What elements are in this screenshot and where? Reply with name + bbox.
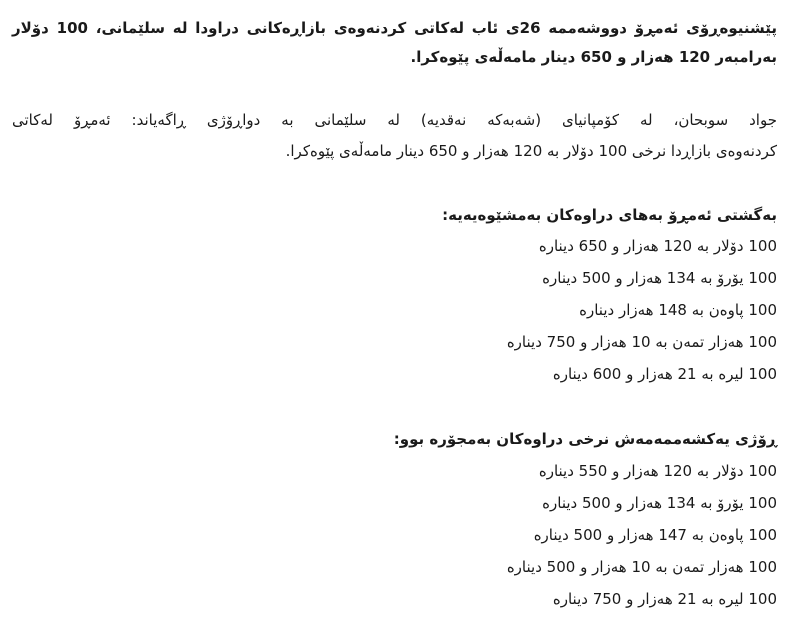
today-rate-item: 100 لیرە بە 21 هەزار و 600 دینارە [552, 365, 777, 383]
yesterday-rate-item: 100 پاوەن بە 147 هەزار و 500 دینارە [533, 526, 777, 544]
quote-paragraph-line-1: جواد سوبحان، لە کۆمپانیای (شەبەکە نەقدیە) لە سلێمانی بە دواڕۆژی ڕاگەیاند: ئەمڕۆ لەکاتی [12, 111, 777, 129]
today-rates-heading: بەگشتی ئەمڕۆ بەهای دراوەکان بەمشێوەیەیە: [442, 206, 777, 224]
today-rate-item: 100 یۆرۆ بە 134 هەزار و 500 دینارە [542, 269, 777, 287]
lead-paragraph-line-1: پێشنیوەڕۆی ئەمڕۆ دووشەممە 26ی ئاب لەکاتی کردنەوەی بازاڕەکانی دراودا لە سلێمانی، 100 دۆلار [12, 19, 777, 37]
yesterday-rate-item: 100 هەزار تمەن بە 10 هەزار و 500 دینارە [506, 558, 777, 576]
yesterday-rate-item: 100 لیرە بە 21 هەزار و 750 دینارە [552, 590, 777, 608]
yesterday-rate-item: 100 دۆلار بە 120 هەزار و 550 دینارە [538, 462, 777, 480]
quote-paragraph-line-2: کردنەوەی بازاڕدا نرخی 100 دۆلار بە 120 هەزار و 650 دینار مامەڵەی پێوەکرا. [285, 142, 777, 160]
today-rate-item: 100 پاوەن بە 148 هەزار دینارە [579, 301, 777, 319]
today-rate-item: 100 دۆلار بە 120 هەزار و 650 دینارە [538, 237, 777, 255]
yesterday-rates-heading: ڕۆژی یەکشەممەمەش نرخی دراوەکان بەمجۆرە بوو: [393, 430, 777, 448]
lead-paragraph-line-2: بەرامبەر 120 هەزار و 650 دینار مامەڵەی پێوەکرا. [410, 48, 777, 66]
yesterday-rate-item: 100 یۆرۆ بە 134 هەزار و 500 دینارە [542, 494, 777, 512]
today-rate-item: 100 هەزار تمەن بە 10 هەزار و 750 دینارە [506, 333, 777, 351]
